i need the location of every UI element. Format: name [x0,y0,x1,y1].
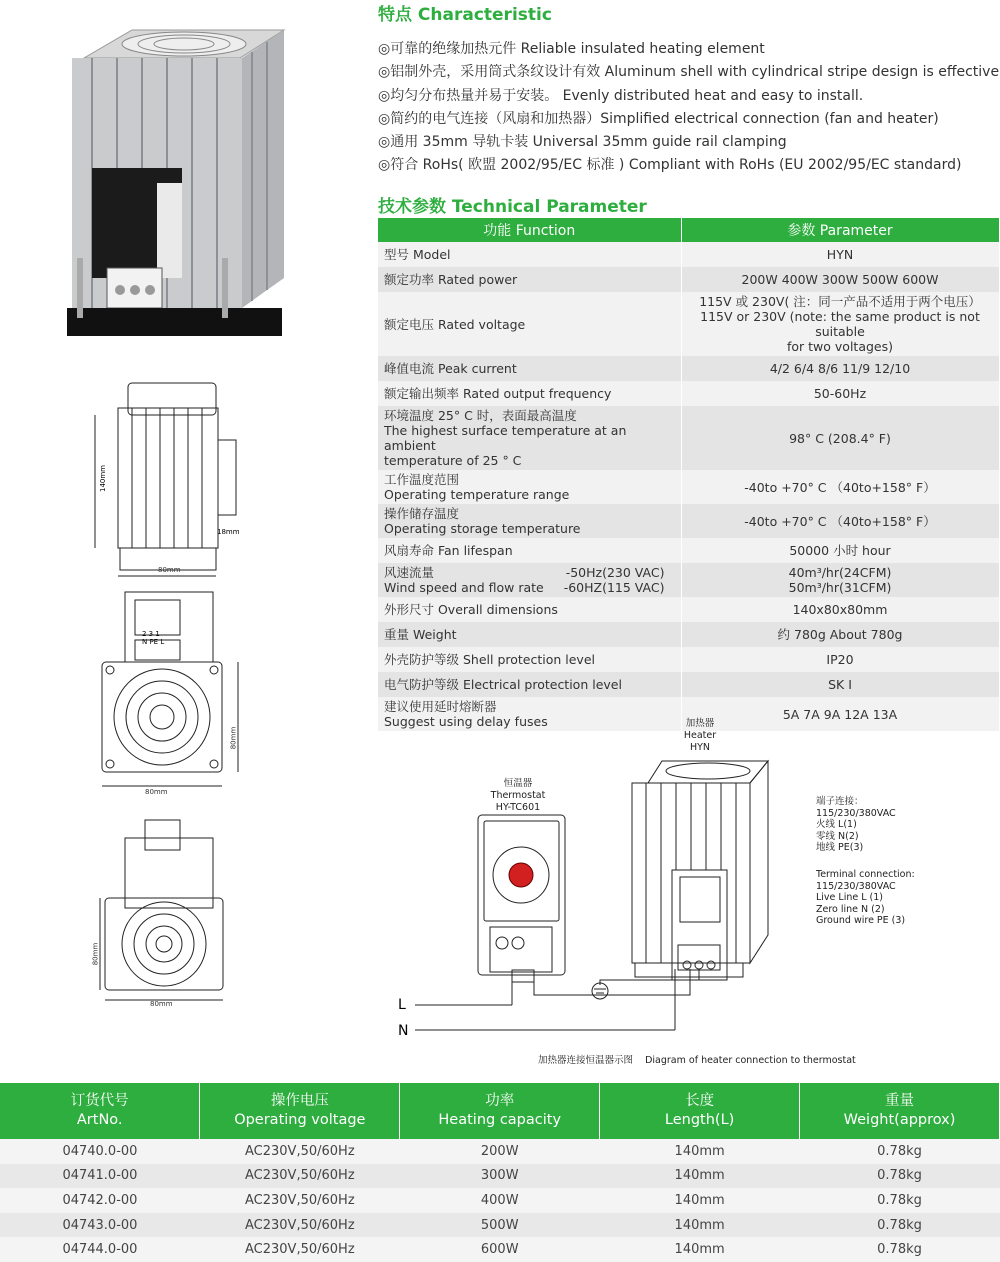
features-title: 特点 Characteristic [378,5,552,25]
order-table [0,1083,1000,1262]
table-row: 04744.0-00 AC230V,50/60Hz 600W 140mm 0.78kg [0,1237,1000,1262]
side-view-drawing [90,378,250,578]
technical-table [378,218,1000,731]
heater-label: 加热器 Heater HYN [683,718,717,753]
bottom-view-drawing [90,818,250,1008]
header-function: 功能 Function [378,218,681,242]
table-row: 04742.0-00 AC230V,50/60Hz 400W 140mm 0.78kg [0,1188,1000,1213]
table-row: 04743.0-00 AC230V,50/60Hz 500W 140mm 0.78kg [0,1213,1000,1238]
feature-item: ◎简约的电气连接（风扇和加热器）Simplified electrical connection (fan and heater) [378,110,939,127]
table-row: 额定输出频率 Rated output frequency 50-60Hz [378,381,999,406]
table-row: 工作温度范围 Operating temperature range -40to +70° C （40to+158° F） [378,470,999,504]
table-row: 额定功率 Rated power 200W 400W 300W 500W 600W [378,267,999,292]
table-row: 风扇寿命 Fan lifespan 50000 小时 hour [378,538,999,563]
feature-item: ◎均匀分布热量并易于安装。 Evenly distributed heat and easy to install. [378,87,864,104]
wiring-diagram [390,755,810,1050]
live-line-label: L [398,997,406,1013]
table-row: 峰值电流 Peak current 4/2 6/4 8/6 11/9 12/10 [378,356,999,381]
technical-title: 技术参数 Technical Parameter [378,197,647,217]
thermostat-label: 恒温器 Thermostat HY-TC601 [490,778,546,813]
terminal-connection-cn: 端子连接： 115/230/380VAC 火线 L(1) 零线 N(2) 地线 PE(3) [816,796,896,853]
dim-width-label-2: 80mm [145,788,168,796]
dim-height-label-3: 80mm [91,942,100,966]
feature-item: ◎可靠的绝缘加热元件 Reliable insulated heating element [378,41,765,57]
header-weight: 重量 Weight(approx) [800,1083,1000,1139]
terminal-connection-en: Terminal connection: 115/230/380VAC Live Line L (1) Zero line N (2) Ground wire PE (3) [816,869,915,926]
table-row: 04740.0-00 AC230V,50/60Hz 200W 140mm 0.78kg [0,1139,1000,1164]
feature-item: ◎符合 RoHs( 欧盟 2002/95/EC 标准 ) Compliant with RoHs (EU 2002/95/EC standard) [378,157,962,174]
header-parameter: 参数 Parameter [681,218,999,242]
table-row: 风速流量 -50Hz(230 VAC) Wind speed and flow rate -60HZ(115 VAC) 40m³/hr(24CFM) 50m³/hr(31CFM) [378,563,999,597]
product-photo [62,18,302,358]
feature-item: ◎铝制外壳，采用筒式条纹设计有效 Aluminum shell with cylindrical stripe design is effective [378,64,1000,81]
terminal-letters: N PE L [142,638,165,646]
front-view-drawing [90,590,250,795]
table-row: 环境温度 25° C 时，表面最高温度 The highest surface temperature at an ambient temperature of 25 ° C 98° C (208.4° F) [378,406,999,470]
table-row: 电气防护等级 Electrical protection level SK I [378,672,999,697]
header-voltage: 操作电压 Operating voltage [200,1083,400,1139]
dim-depth-label: 18mm [217,528,240,536]
diagram-caption: 加热器连接恒温器示图 Diagram of heater connection to thermostat [538,1055,856,1066]
dim-height-label: 140mm [99,465,107,492]
features-list [378,38,999,178]
neutral-line-label: N [398,1023,409,1039]
table-row: 外形尺寸 Overall dimensions 140x80x80mm [378,597,999,622]
table-row: 重量 Weight 约 780g About 780g [378,622,999,647]
feature-item: ◎通用 35mm 导轨卡装 Universal 35mm guide rail clamping [378,134,787,151]
table-row: 操作储存温度 Operating storage temperature -40to +70° C （40to+158° F） [378,504,999,538]
table-row: 额定电压 Rated voltage 115V 或 230V( 注：同一产品不适用于两个电压） 115V or 230V (note: the same product is not suitable for two voltages) [378,292,999,356]
terminal-numbers: 2 3 1 [142,630,160,638]
table-row: 外壳防护等级 Shell protection level IP20 [378,647,999,672]
table-row: 型号 Model HYN [378,242,999,267]
header-length: 长度 Length(L) [600,1083,800,1139]
dim-height-label-2: 80mm [229,726,238,750]
table-row: 04741.0-00 AC230V,50/60Hz 300W 140mm 0.78kg [0,1164,1000,1189]
dim-width-label: 80mm [158,566,181,574]
header-capacity: 功率 Heating capacity [400,1083,600,1139]
table-row: 建议使用延时熔断器 Suggest using delay fuses 5A 7A 9A 12A 13A [378,697,999,731]
dim-width-label-3: 80mm [150,1000,173,1008]
header-artno: 订货代号 ArtNo. [0,1083,200,1139]
